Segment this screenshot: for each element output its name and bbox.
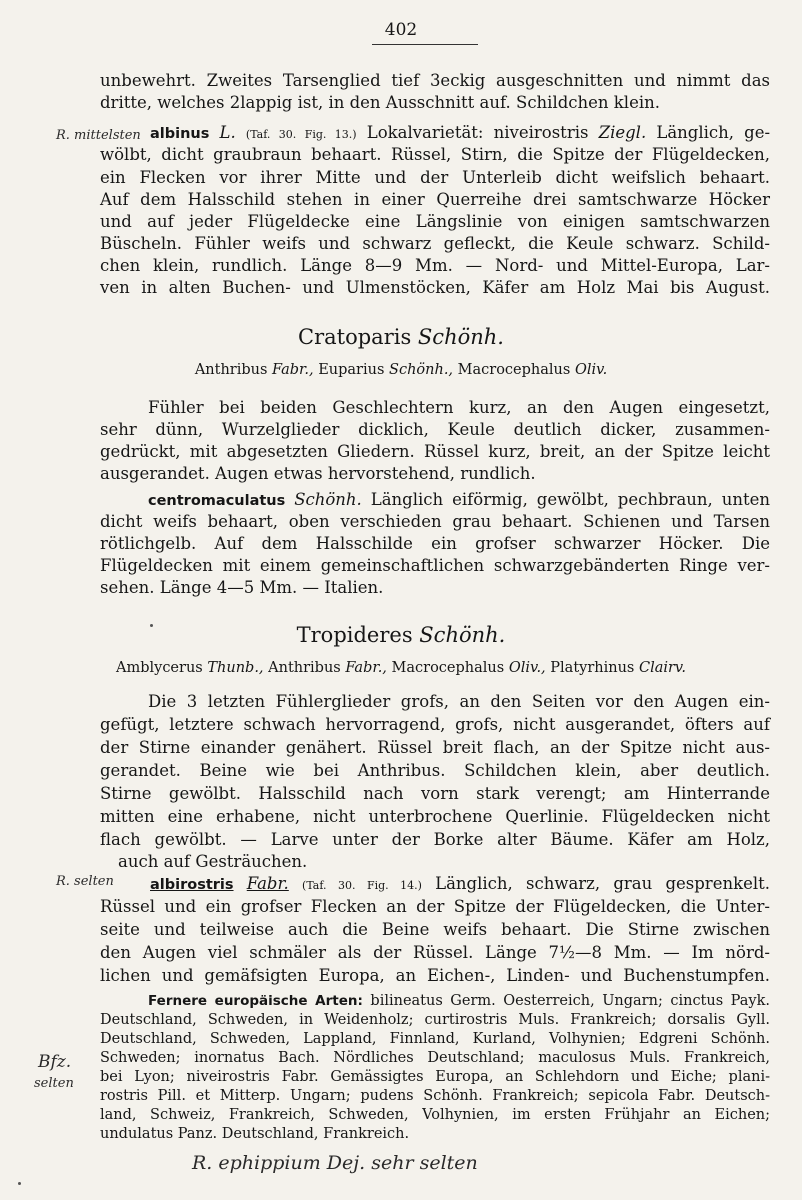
- synonym-author: Oliv.,: [508, 660, 546, 676]
- text-line: Stirne gewölbt. Halsschild nach vorn stark verengt; am Hinterrande: [100, 784, 770, 803]
- text-line: land, Schweiz, Frankreich, Schweden, Volhynien, im ersten Frühjahr an Eichen;: [100, 1107, 770, 1123]
- synonym-author: Oliv.: [574, 362, 608, 378]
- text-line: unbewehrt. Zweites Tarsenglied tief 3eckig ausgeschnitten und nimmt das: [100, 71, 770, 90]
- species-entry-albinus: [150, 122, 770, 146]
- species-name: centromaculatus: [148, 493, 286, 509]
- plate-reference: (Taf. 30. Fig. 14.): [302, 879, 422, 892]
- text-line: flach gewölbt. — Larve unter der Borke alter Bäume. Käfer am Holz,: [100, 830, 770, 849]
- text-line: Rüssel und ein grofser Flecken an der Spitze der Flügeldecken, die Unter-: [100, 897, 770, 916]
- genus-name: Tropideres: [296, 623, 413, 647]
- text-line: seite und teilweise auch die Beine weifs behaart. Die Stirne zwischen: [100, 920, 770, 939]
- text-line: Deutschland, Schweden, in Weidenholz; curtirostris Muls. Frankreich; dorsalis Gyll.: [100, 1012, 770, 1028]
- genus-heading-cratoparis: [0, 325, 802, 349]
- synonym-name: Anthribus: [194, 362, 268, 378]
- text-line: Fühler bei beiden Geschlechtern kurz, an den Augen eingesetzt,: [148, 398, 770, 417]
- handwritten-margin-note: selten: [34, 1076, 74, 1091]
- text-line: sehen. Länge 4—5 Mm. — Italien.: [100, 578, 384, 597]
- text-line: ausgerandet. Augen etwas hervorstehend, rundlich.: [100, 464, 536, 483]
- genus-author: Schönh.: [419, 623, 506, 647]
- text-line: gedrückt, mit abgesetzten Gliedern. Rüssel kurz, breit, an der Spitze leicht: [100, 442, 770, 461]
- text-line: undulatus Panz. Deutschland, Frankreich.: [100, 1126, 410, 1142]
- synonym-author: Clairv.: [638, 660, 687, 676]
- genus-author: Schönh.: [417, 325, 504, 349]
- synonym-author: Thunb.,: [207, 660, 264, 676]
- text-line: und auf jeder Flügeldecke eine Längslinie von einigen samtschwarzen: [100, 212, 770, 231]
- plate-reference: (Taf. 30. Fig. 13.): [245, 128, 357, 141]
- synonym-name: Amblycerus: [115, 660, 203, 676]
- text-line: Schweden; inornatus Bach. Nördliches Deutschland; maculosus Muls. Frankreich,: [100, 1050, 770, 1066]
- synonym-author: Schönh.,: [389, 362, 454, 378]
- species-author: Schönh.: [294, 490, 362, 509]
- genus-synonyms: [0, 660, 802, 676]
- description-text: Länglich, ge-: [656, 123, 771, 142]
- text-line: Flügeldecken mit einem gemeinschaftlichen schwarzgebänderten Ringe ver-: [100, 556, 770, 575]
- page-number-rule: [372, 44, 478, 45]
- text-line: gerandet. Beine wie bei Anthribus. Schildchen klein, aber deutlich.: [100, 761, 770, 780]
- text-line: Die 3 letzten Fühlerglieder grofs, an den Seiten vor den Augen ein-: [148, 692, 770, 711]
- synonym-author: Fabr.,: [345, 660, 387, 676]
- synonym-author: Fabr.,: [272, 362, 314, 378]
- text-line: ven in alten Buchen- und Ulmenstöcken, Käfer am Holz Mai bis August.: [100, 278, 770, 297]
- page-number: 402: [384, 20, 418, 40]
- species-author: L.: [219, 123, 236, 142]
- text-line: lichen und gemäfsigten Europa, an Eichen-, Linden- und Buchenstumpfen.: [100, 966, 770, 985]
- text-line: dritte, welches 2lappig ist, in den Ausschnitt auf. Schildchen klein.: [100, 93, 660, 112]
- synonym-name: Macrocephalus: [391, 660, 505, 676]
- synonym-name: Anthribus: [268, 660, 341, 676]
- genus-name: Cratoparis: [298, 325, 412, 349]
- text-line: mitten eine erhabene, nicht unterbrochene Querlinie. Flügeldecken nicht: [100, 807, 770, 826]
- other-species-label: Fernere europäische Arten:: [148, 993, 363, 1009]
- text-line: sehr dünn, Wurzelglieder dicklich, Keule deutlich dicker, zusammen-: [100, 420, 770, 439]
- genus-synonyms: [0, 362, 802, 378]
- text-line: wölbt, dicht graubraun behaart. Rüssel, Stirn, die Spitze der Flügeldecken,: [100, 145, 770, 164]
- synonym-name: Platyrhinus: [550, 660, 635, 676]
- text-line: chen klein, rundlich. Länge 8—9 Mm. — Nord- und Mittel-Europa, Lar-: [100, 256, 770, 275]
- description-text: bilineatus Germ. Oesterreich, Ungarn; cinctus Payk.: [370, 993, 771, 1009]
- species-name: albirostris: [150, 877, 234, 893]
- handwritten-note: R. mittelsten: [56, 128, 141, 143]
- synonym-name: Macrocephalus: [457, 362, 571, 378]
- speck: [18, 1182, 21, 1185]
- species-author: Fabr.: [246, 874, 289, 893]
- variety-author: Ziegl.: [598, 123, 647, 142]
- handwritten-note: R. selten: [56, 874, 114, 889]
- synonym-name: Euparius: [318, 362, 385, 378]
- other-species-header-line: [148, 992, 770, 1011]
- text-line: Auf dem Halsschild stehen in einer Querreihe drei samtschwarze Höcker: [100, 190, 770, 209]
- text-line: der Stirne einander genähert. Rüssel breit flach, an der Spitze nicht aus-: [100, 738, 770, 757]
- text-line: rostris Pill. et Mitterp. Ungarn; pudens Schönh. Frankreich; sepicola Fabr. Deutsch-: [100, 1088, 770, 1104]
- text-line: den Augen viel schmäler als der Rüssel. Länge 7½—8 Mm. — Im nörd-: [100, 943, 770, 962]
- species-entry-albirostris: [150, 873, 770, 897]
- text-line: bei Lyon; niveirostris Fabr. Gemässigtes Europa, an Schlehdorn und Eiche; plani-: [100, 1069, 770, 1085]
- text-line: auch auf Gesträuchen.: [118, 852, 308, 871]
- description-text: Länglich eiförmig, gewölbt, pechbraun, unten: [370, 490, 770, 509]
- text-line: Deutschland, Schweden, Lappland, Finnland, Kurland, Volhynien; Edgreni Schönh.: [100, 1031, 770, 1047]
- species-entry-centromaculatus: [148, 489, 770, 512]
- variety-text: Lokalvarietät: niveirostris: [366, 123, 589, 142]
- handwritten-bottom-note: R. ephippium Dej. sehr selten: [192, 1152, 478, 1174]
- text-line: dicht weifs behaart, oben verschieden grau behaart. Schienen und Tarsen: [100, 512, 770, 531]
- text-line: rötlichgelb. Auf dem Halsschilde ein grofser schwarzer Höcker. Die: [100, 534, 770, 553]
- genus-heading-tropideres: [0, 623, 802, 647]
- handwritten-margin-note: Bfz.: [38, 1052, 72, 1072]
- species-name: albinus: [150, 126, 210, 142]
- description-text: Länglich, schwarz, grau gesprenkelt.: [435, 874, 770, 893]
- text-line: ein Flecken vor ihrer Mitte und der Unterleib dicht weifslich behaart.: [100, 168, 770, 187]
- text-line: Büscheln. Fühler weifs und schwarz gefleckt, die Keule schwarz. Schild-: [100, 234, 770, 253]
- text-line: gefügt, letztere schwach hervorragend, grofs, nicht ausgerandet, öfters auf: [100, 715, 770, 734]
